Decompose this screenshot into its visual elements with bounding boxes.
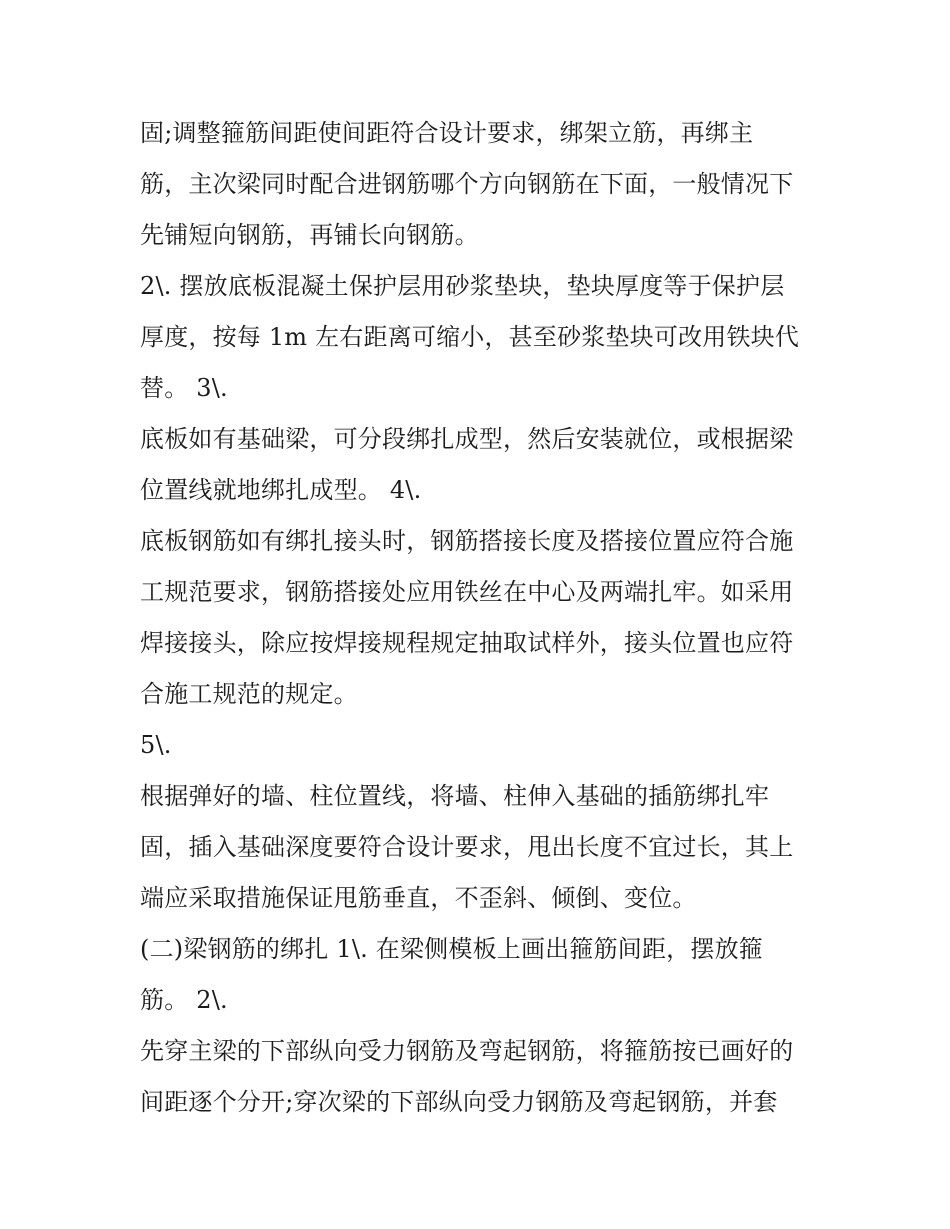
text-line-8: 位置线就地绑扎成型。 4\. xyxy=(140,476,422,504)
text-line-12: 合施工规范的规定。 xyxy=(140,680,358,708)
text-line-16: 端应采取措施保证甩筋垂直，不歪斜、倾倒、变位。 xyxy=(140,884,697,912)
text-line-4: 2\. 摆放底板混凝土保护层用砂浆垫块，垫块厚度等于保护层 xyxy=(140,272,785,300)
text-line-17: (二)梁钢筋的绑扎 1\. 在梁侧模板上画出箍筋间距，摆放箍 xyxy=(140,935,763,963)
text-line-20: 间距逐个分开;穿次梁的下部纵向受力钢筋及弯起钢筋，并套 xyxy=(140,1088,778,1116)
text-line-11: 焊接接头，除应按焊接规程规定抽取试样外，接头位置也应符 xyxy=(140,629,794,657)
text-line-19: 先穿主梁的下部纵向受力钢筋及弯起钢筋，将箍筋按已画好的 xyxy=(140,1037,794,1065)
text-line-10: 工规范要求，钢筋搭接处应用铁丝在中心及两端扎牢。如采用 xyxy=(140,578,794,606)
text-line-5: 厚度，按每 1m 左右距离可缩小，甚至砂浆垫块可改用铁块代 xyxy=(140,323,800,351)
text-line-7: 底板如有基础梁，可分段绑扎成型，然后安装就位，或根据梁 xyxy=(140,425,794,453)
text-line-3: 先铺短向钢筋，再铺长向钢筋。 xyxy=(140,221,479,249)
text-line-14: 根据弹好的墙、柱位置线，将墙、柱伸入基础的插筋绑扎牢 xyxy=(140,782,770,810)
text-line-13: 5\. xyxy=(140,731,172,759)
text-line-1: 固;调整箍筋间距使间距符合设计要求，绑架立筋，再绑主 xyxy=(140,119,754,147)
text-line-6: 替。 3\. xyxy=(140,374,228,402)
text-line-15: 固，插入基础深度要符合设计要求，甩出长度不宜过长，其上 xyxy=(140,833,794,861)
text-line-9: 底板钢筋如有绑扎接头时，钢筋搭接长度及搭接位置应符合施 xyxy=(140,527,794,555)
body-text xyxy=(140,108,830,1128)
text-line-2: 筋，主次梁同时配合进钢筋哪个方向钢筋在下面，一般情况下 xyxy=(140,170,794,198)
text-line-18: 筋。 2\. xyxy=(140,986,228,1014)
